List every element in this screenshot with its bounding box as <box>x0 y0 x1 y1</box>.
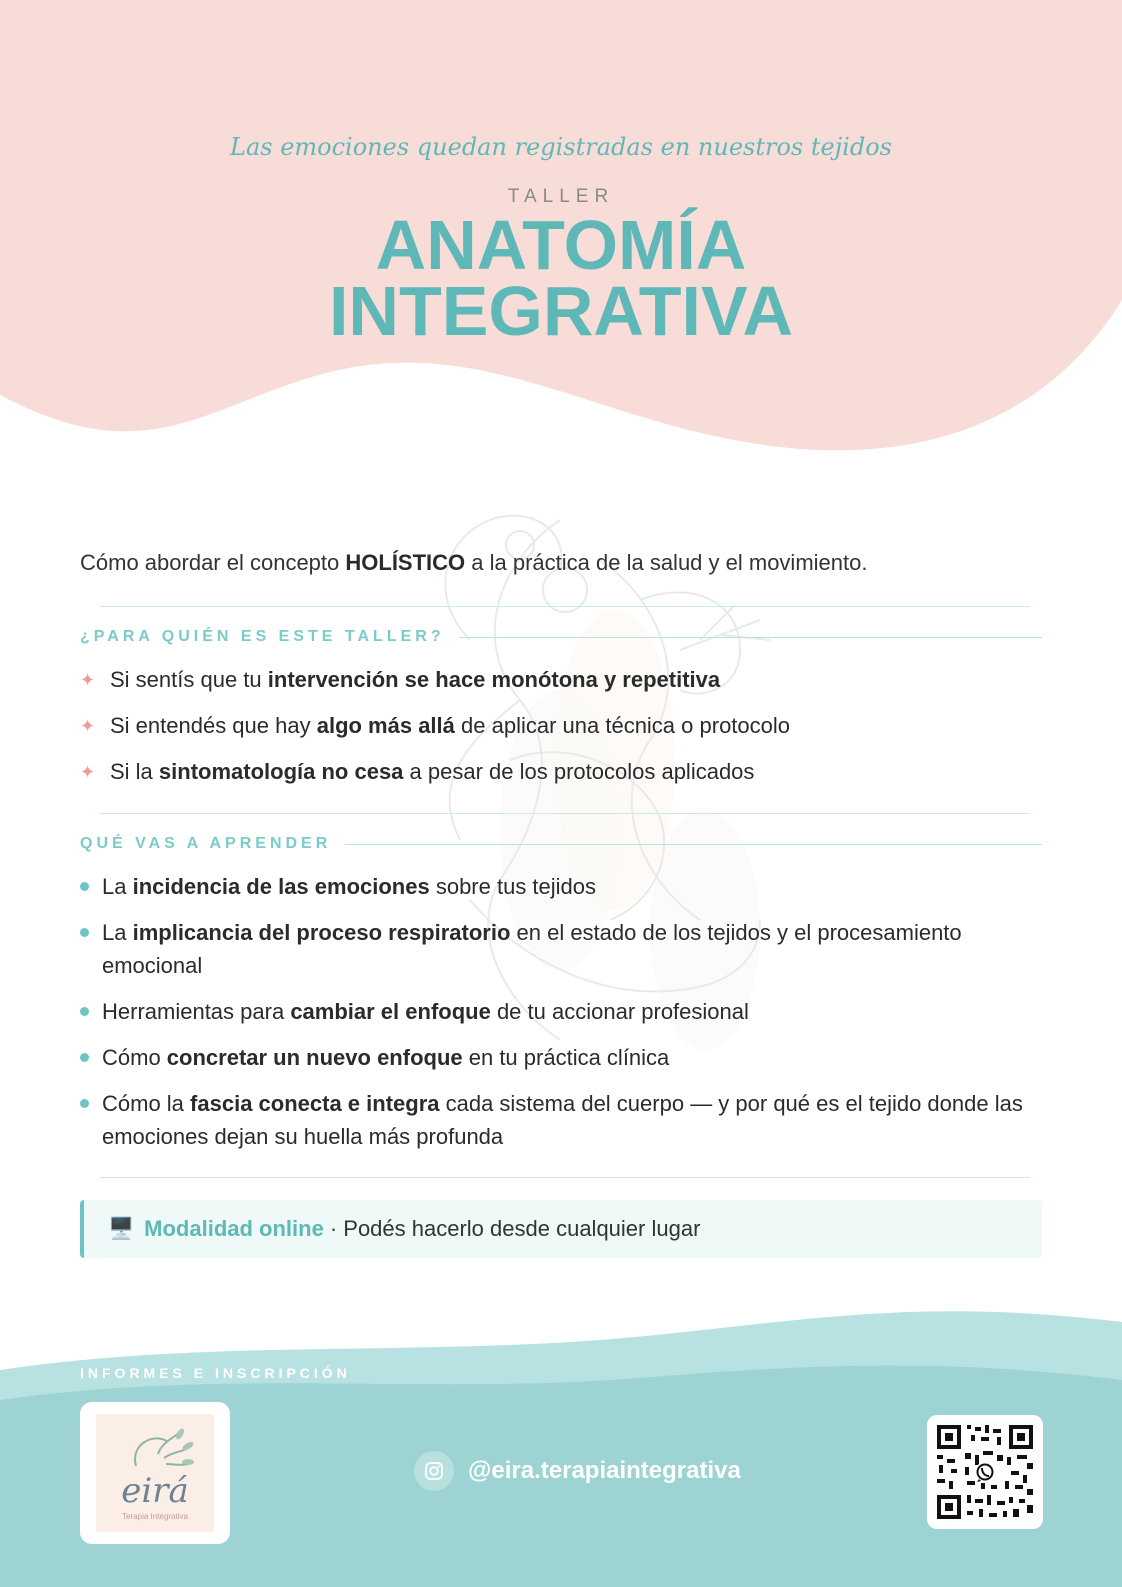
heading-rule <box>345 844 1042 845</box>
list-item <box>80 870 1042 903</box>
list-item <box>80 995 1042 1028</box>
item-bold: incidencia de las emociones <box>132 874 430 899</box>
sparkle-icon: ✦ <box>80 716 96 736</box>
workshop-kicker: TALLER <box>507 186 615 207</box>
list-item <box>80 1087 1042 1153</box>
online-modality-callout <box>80 1200 1042 1258</box>
divider <box>100 1177 1030 1178</box>
sparkle-icon: ✦ <box>80 670 96 690</box>
sparkle-icon: ✦ <box>80 762 96 782</box>
logo-subtitle: Terapia Integrativa <box>122 1512 188 1521</box>
item-pre: Si entendés que hay <box>110 713 317 738</box>
heading-rule <box>459 637 1042 638</box>
section-heading-who-label: ¿PARA QUIÉN ES ESTE TALLER? <box>80 628 445 645</box>
section-heading-learn-label: QUÉ VAS A APRENDER <box>80 835 332 852</box>
item-post: en el estado de los tejidos y el procesamiento emocional <box>102 920 962 978</box>
item-pre: La <box>102 874 133 899</box>
bullet-dot-icon <box>80 1053 89 1062</box>
item-bold: cambiar el enfoque <box>290 999 491 1024</box>
divider <box>100 606 1030 607</box>
instagram-handle[interactable]: @eira.terapiaintegrativa <box>468 1457 741 1484</box>
logo-wordmark: eirá <box>121 1471 189 1511</box>
whatsapp-qr-icon <box>927 1415 1043 1529</box>
list-item <box>80 1041 1042 1074</box>
leaf-swirl-icon <box>96 1414 214 1532</box>
item-pre: Cómo la <box>102 1091 191 1116</box>
page-title <box>0 206 1122 350</box>
item-bold: algo más allá <box>316 713 455 738</box>
list-item <box>80 663 1040 697</box>
title-line-1: ANATOMÍA <box>375 206 747 284</box>
bullet-dot-icon <box>80 928 89 937</box>
learn-list <box>80 870 1042 1166</box>
item-post: en tu práctica clínica <box>462 1045 670 1070</box>
item-post: de tu accionar profesional <box>490 999 749 1024</box>
intro-pre: Cómo abordar el concepto <box>80 550 346 575</box>
item-bold: fascia conecta e integra <box>190 1091 440 1116</box>
eira-logo <box>96 1414 214 1532</box>
online-modality-detail: · Podés hacerlo desde cualquier lugar <box>329 1216 701 1241</box>
list-item <box>80 709 1040 743</box>
item-pre: Si la <box>110 759 159 784</box>
intro-bold: HOLÍSTICO <box>345 550 466 575</box>
item-pre: Si sentís que tu <box>110 667 268 692</box>
qr-code[interactable] <box>927 1415 1043 1529</box>
intro-post: a la práctica de la salud y el movimiento. <box>465 550 868 575</box>
item-bold: sintomatología no cesa <box>158 759 404 784</box>
section-heading-learn <box>80 835 1042 853</box>
instagram-contact[interactable] <box>414 1451 741 1491</box>
logo-card <box>80 1402 230 1544</box>
intro-text <box>80 550 1040 576</box>
item-bold: concretar un nuevo enfoque <box>166 1045 463 1070</box>
item-bold: implicancia del proceso respiratorio <box>132 920 511 945</box>
list-item <box>80 755 1040 789</box>
item-post: sobre tus tejidos <box>429 874 597 899</box>
instagram-icon <box>414 1451 454 1491</box>
online-modality-label: Modalidad online <box>144 1216 324 1241</box>
who-list <box>80 663 1040 801</box>
bullet-dot-icon <box>80 1007 89 1016</box>
item-bold: intervención se hace monótona y repetitiva <box>267 667 721 692</box>
item-pre: Cómo <box>102 1045 167 1070</box>
title-line-2: INTEGRATIVA <box>328 272 794 350</box>
bullet-dot-icon <box>80 1099 89 1108</box>
footer-label: INFORMES E INSCRIPCIÓN <box>80 1365 351 1381</box>
section-heading-who <box>80 628 1042 646</box>
tagline: Las emociones quedan registradas en nuestros tejidos <box>230 133 892 161</box>
item-post: de aplicar una técnica o protocolo <box>454 713 791 738</box>
monitor-icon: 🖥️ <box>108 1217 135 1240</box>
item-pre: La <box>102 920 133 945</box>
item-pre: Herramientas para <box>102 999 291 1024</box>
item-post: a pesar de los protocolos aplicados <box>403 759 755 784</box>
list-item <box>80 916 1042 982</box>
bullet-dot-icon <box>80 882 89 891</box>
divider <box>100 813 1030 814</box>
item-post: cada sistema del cuerpo — y por qué es el tejido donde las emociones dejan su huella más profunda <box>102 1091 1023 1149</box>
